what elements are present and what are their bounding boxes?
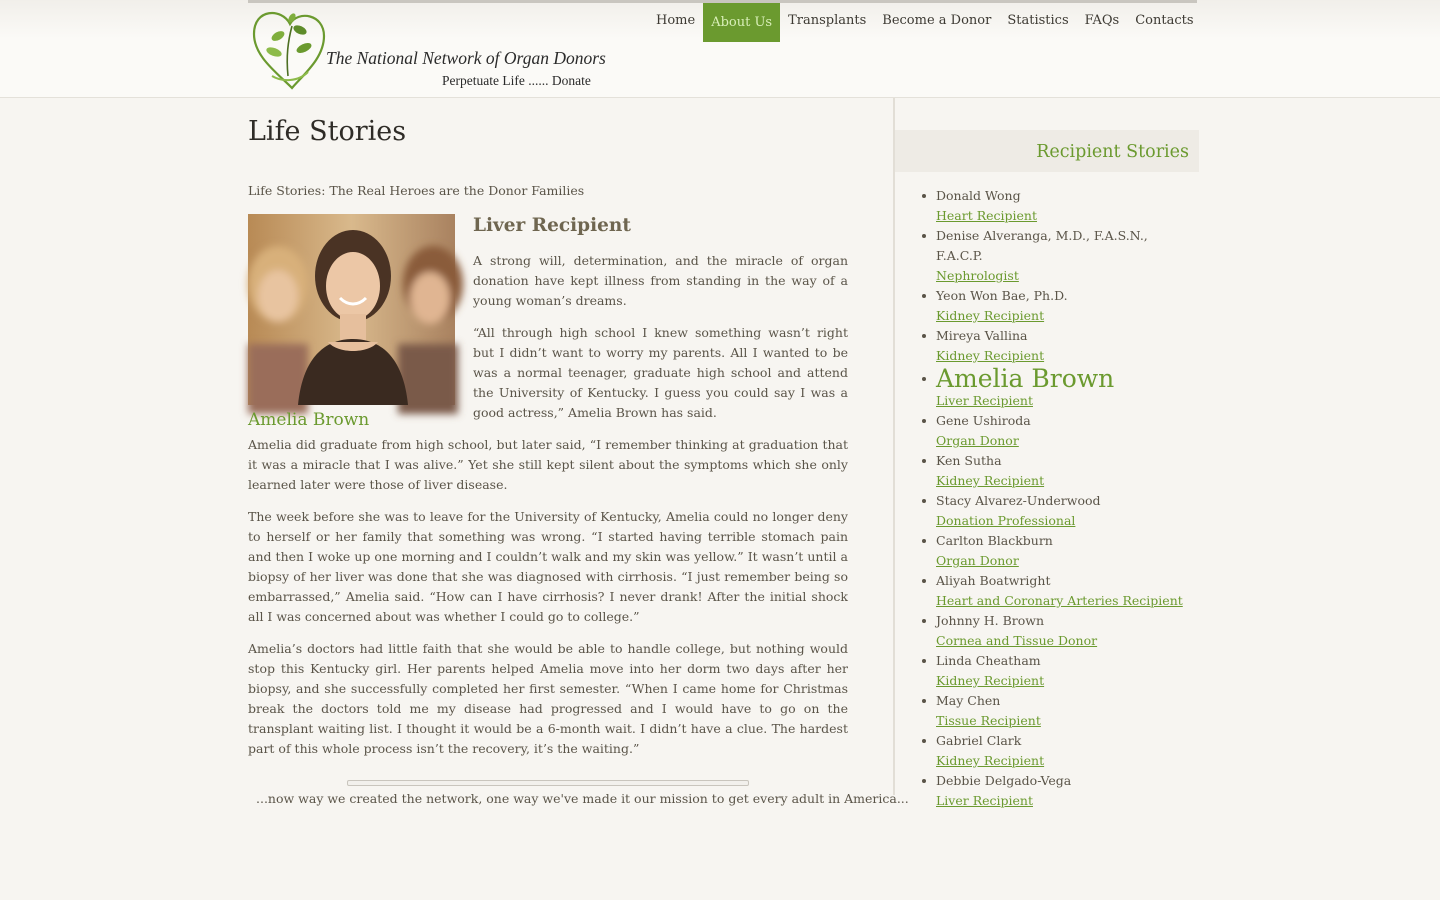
site-header bbox=[0, 0, 1440, 98]
list-item bbox=[936, 326, 1196, 366]
nav-statistics[interactable]: Statistics bbox=[1007, 13, 1069, 28]
story-link[interactable]: Kidney Recipient bbox=[936, 348, 1045, 363]
story-link[interactable]: Kidney Recipient bbox=[936, 473, 1045, 488]
story-link[interactable]: Cornea and Tissue Donor bbox=[936, 633, 1098, 648]
story-name: Amelia Brown bbox=[936, 364, 1115, 393]
list-item bbox=[936, 491, 1196, 531]
nav-home[interactable]: Home bbox=[656, 13, 696, 28]
story-name: Denise Alveranga, M.D., F.A.S.N., F.A.C.P. bbox=[936, 228, 1148, 263]
list-item bbox=[936, 411, 1196, 451]
story-name: Gabriel Clark bbox=[936, 733, 1022, 748]
paragraph: Amelia did graduate from high school, but later said, “I remember thinking at graduation that it was a miracle that I was alive.” Yet she still kept silent about the symptoms which she only learned later were those of liver disease. bbox=[248, 437, 848, 492]
list-item bbox=[936, 286, 1196, 326]
story-link[interactable]: Heart Recipient bbox=[936, 208, 1038, 223]
photo-caption: Amelia Brown bbox=[248, 410, 370, 430]
intro-text bbox=[473, 251, 848, 435]
nav-become-a-donor[interactable]: Become a Donor bbox=[882, 13, 992, 28]
list-item bbox=[936, 771, 1196, 811]
nav-about-us[interactable]: About Us bbox=[703, 3, 780, 42]
story-name: May Chen bbox=[936, 693, 1001, 708]
story-name: Aliyah Boatwright bbox=[936, 573, 1051, 588]
story-name: Linda Cheatham bbox=[936, 653, 1041, 668]
list-item bbox=[936, 226, 1196, 286]
sidebar-title: Recipient Stories bbox=[1036, 142, 1189, 162]
list-item bbox=[936, 451, 1196, 491]
nav-transplants[interactable]: Transplants bbox=[788, 13, 867, 28]
list-item bbox=[936, 651, 1196, 691]
list-item bbox=[936, 571, 1196, 611]
section-heading: Liver Recipient bbox=[473, 215, 631, 236]
main-content bbox=[248, 98, 909, 806]
story-link[interactable]: Donation Professional bbox=[936, 513, 1076, 528]
nav-contacts[interactable]: Contacts bbox=[1135, 13, 1194, 28]
site-logo[interactable] bbox=[248, 6, 608, 96]
list-item bbox=[936, 611, 1196, 651]
logo-title: The National Network of Organ Donors bbox=[326, 48, 606, 68]
story-name: Mireya Vallina bbox=[936, 328, 1028, 343]
story-link[interactable]: Kidney Recipient bbox=[936, 308, 1045, 323]
list-item bbox=[936, 531, 1196, 571]
story-link[interactable]: Kidney Recipient bbox=[936, 753, 1045, 768]
logo-tagline: Perpetuate Life ...... Donate bbox=[442, 73, 591, 88]
story-link[interactable]: Liver Recipient bbox=[936, 793, 1033, 808]
page-title: Life Stories bbox=[248, 116, 407, 147]
sidebar bbox=[893, 98, 1199, 808]
story-link[interactable]: Heart and Coronary Arteries Recipient bbox=[936, 593, 1183, 608]
story-name: Yeon Won Bae, Ph.D. bbox=[936, 288, 1068, 303]
paragraph: “All through high school I knew something wasn’t right but I didn’t want to worry my parents. All I wanted to be was a normal teenager, graduate high school and attend the University of Kentucky. I guess you could say I was a good actress,” Amelia Brown has said. bbox=[473, 325, 848, 420]
story-name: Ken Sutha bbox=[936, 453, 1002, 468]
story-link[interactable]: Tissue Recipient bbox=[936, 713, 1041, 728]
story-name: Donald Wong bbox=[936, 188, 1021, 203]
story-body bbox=[248, 435, 848, 771]
story-link[interactable]: Liver Recipient bbox=[936, 393, 1033, 408]
story-name: Stacy Alvarez-Underwood bbox=[936, 493, 1101, 508]
paragraph: Amelia’s doctors had little faith that she would be able to handle college, but nothing would stop this Kentucky girl. Her parents helped Amelia move into her dorm two days after her biopsy, and she successfully completed her first semester. “When I came home for Christmas break the doctors told me my disease had progressed and I would have to go on the transplant waiting list. I thought it would be a 6-month wait. I didn’t have a clue. The hardest part of this whole process isn’t the recovery, it’s the waiting.” bbox=[248, 641, 848, 756]
story-name: Gene Ushiroda bbox=[936, 413, 1031, 428]
story-name: Debbie Delgado-Vega bbox=[936, 773, 1072, 788]
list-item-current bbox=[936, 366, 1196, 411]
story-link[interactable]: Organ Donor bbox=[936, 433, 1019, 448]
list-item bbox=[936, 691, 1196, 731]
paragraph: The week before she was to leave for the University of Kentucky, Amelia could no longer deny to herself or her family that something was wrong. “I started having terrible stomach pain and then I woke up one morning and I couldn’t walk and my skin was yellow.” It wasn’t until a biopsy of her liver was done that she was diagnosed with cirrhosis. “I just remember being so embarrassed,” Amelia said. “How can I have cirrhosis? I never drank! After the initial shock all I was concerned about was whether I could go to college.” bbox=[248, 509, 848, 624]
recipient-stories-list bbox=[936, 186, 1196, 811]
list-item bbox=[936, 186, 1196, 226]
story-link[interactable]: Nephrologist bbox=[936, 268, 1019, 283]
story-name: Johnny H. Brown bbox=[936, 613, 1045, 628]
story-link[interactable]: Organ Donor bbox=[936, 553, 1019, 568]
story-name: Carlton Blackburn bbox=[936, 533, 1053, 548]
list-item bbox=[936, 731, 1196, 771]
paragraph: A strong will, determination, and the miracle of organ donation have kept illness from standing in the way of a young woman’s dreams. bbox=[473, 253, 848, 308]
horizontal-scrollbar[interactable] bbox=[347, 780, 749, 786]
page-subtitle: Life Stories: The Real Heroes are the Donor Families bbox=[248, 183, 585, 198]
heart-leaf-logo-icon bbox=[248, 6, 328, 96]
sidebar-header bbox=[895, 130, 1199, 172]
nav-faqs[interactable]: FAQs bbox=[1084, 13, 1120, 28]
main-navigation bbox=[648, 3, 1202, 42]
portrait-photo bbox=[248, 214, 455, 405]
story-link[interactable]: Kidney Recipient bbox=[936, 673, 1045, 688]
cut-off-text: ...now way we created the network, one way we've made it our mission to get every adult in America... bbox=[256, 791, 909, 806]
